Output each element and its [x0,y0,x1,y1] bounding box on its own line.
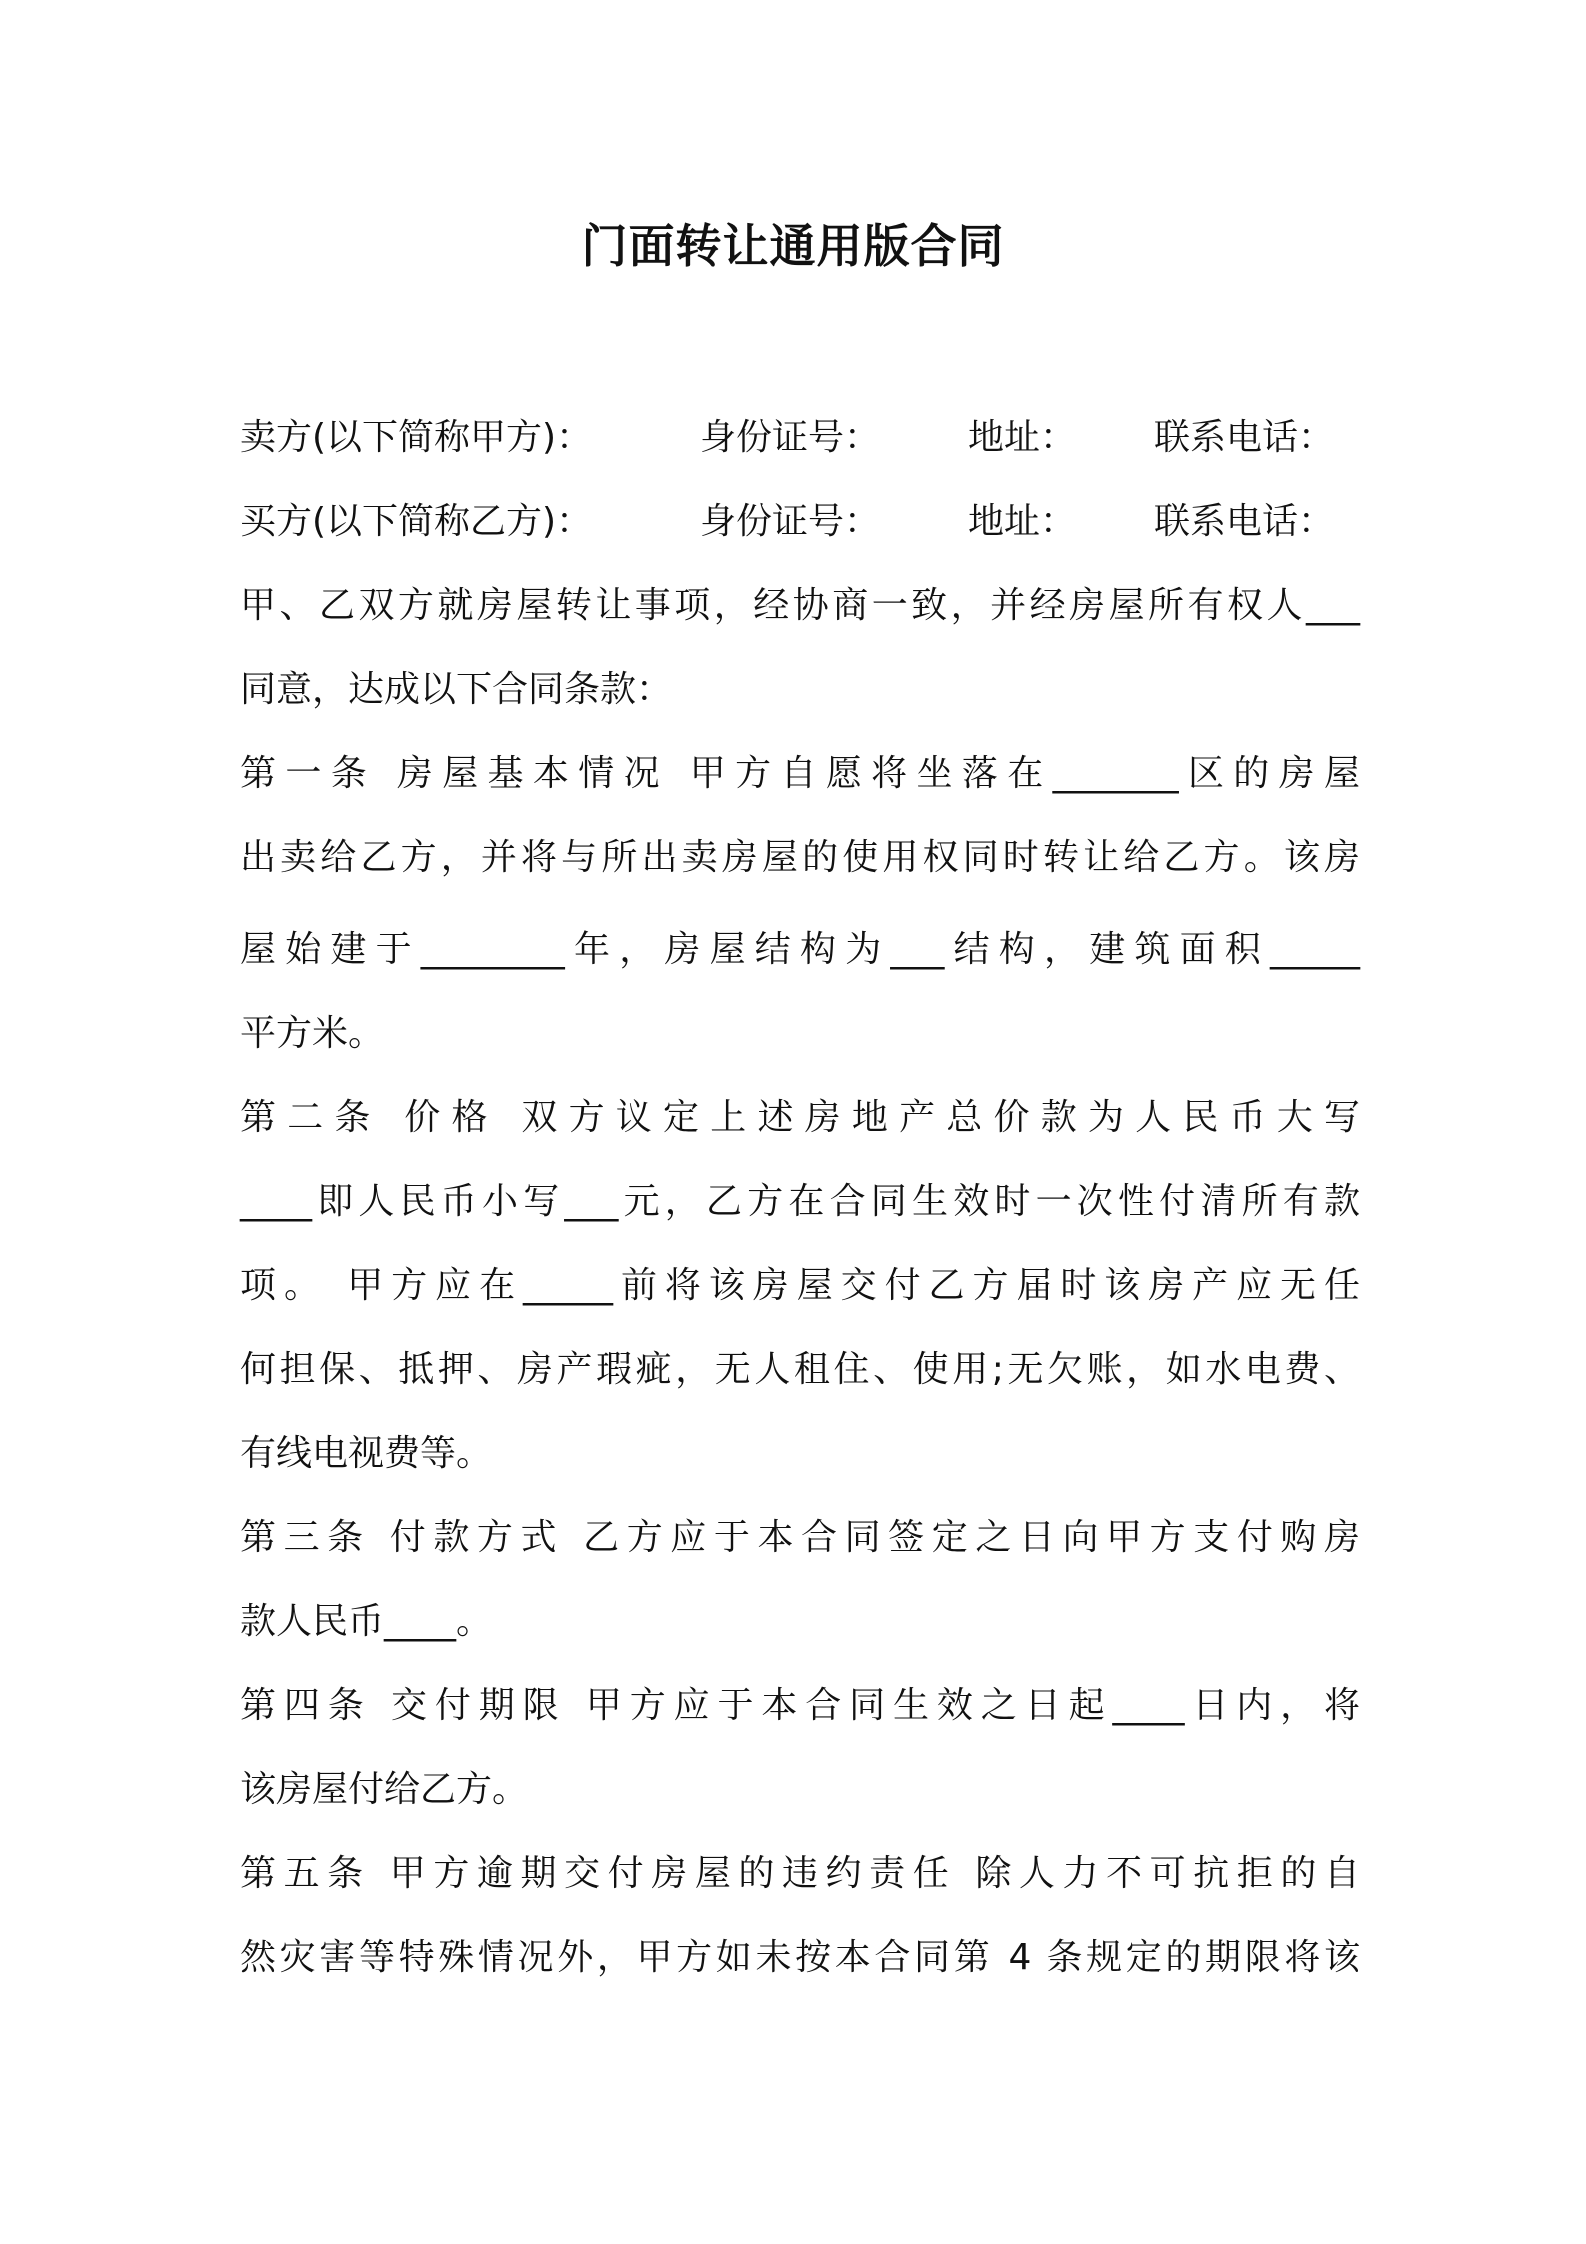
preamble-line: 甲、乙双方就房屋转让事项，经协商一致，并经房屋所有权人___ [240,585,1360,626]
article-2-line: 有线电视费等。 [240,1433,493,1474]
article-5-line: 然灾害等特殊情况外，甲方如未按本合同第 4 条规定的期限将该 [240,1937,1360,1978]
seller-address-label: 地址： [968,417,1077,458]
article-2-line: 项。 甲方应在_____前将该房屋交付乙方届时该房产应无任 [240,1265,1360,1306]
seller-phone-label: 联系电话： [1154,417,1335,458]
buyer-id-label: 身份证号： [700,501,881,542]
article-1-line: 平方米。 [240,1013,385,1054]
document-title: 门面转让通用版合同 [581,219,1005,273]
preamble-line: 同意，达成以下合同条款： [240,669,673,710]
article-4-line: 该房屋付给乙方。 [240,1769,529,1810]
article-3-line: 款人民币____。 [240,1601,493,1642]
article-1-line: 第一条 房屋基本情况 甲方自愿将坐落在_______区的房屋 [240,753,1360,794]
buyer-info-row [240,492,1360,552]
article-1-line: 屋始建于________年，房屋结构为___结构，建筑面积_____ [240,929,1360,970]
article-1-line: 出卖给乙方，并将与所出卖房屋的使用权同时转让给乙方。该房 [240,837,1360,878]
buyer-phone-label: 联系电话： [1154,501,1335,542]
article-2-line: ____即人民币小写___元，乙方在合同生效时一次性付清所有款 [240,1181,1360,1222]
article-3-line: 第三条 付款方式 乙方应于本合同签定之日向甲方支付购房 [240,1517,1360,1558]
buyer-address-label: 地址： [968,501,1077,542]
seller-label: 卖方(以下简称甲方)： [240,417,593,458]
article-5-line: 第五条 甲方逾期交付房屋的违约责任 除人力不可抗拒的自 [240,1853,1360,1894]
buyer-label: 买方(以下简称乙方)： [240,501,593,542]
seller-id-label: 身份证号： [700,417,881,458]
seller-info-row [240,408,1360,468]
article-4-line: 第四条 交付期限 甲方应于本合同生效之日起____日内，将 [240,1685,1360,1726]
article-2-line: 第二条 价格 双方议定上述房地产总价款为人民币大写 [240,1097,1360,1138]
article-2-line: 何担保、抵押、房产瑕疵，无人租住、使用;无欠账，如水电费、 [240,1349,1360,1390]
